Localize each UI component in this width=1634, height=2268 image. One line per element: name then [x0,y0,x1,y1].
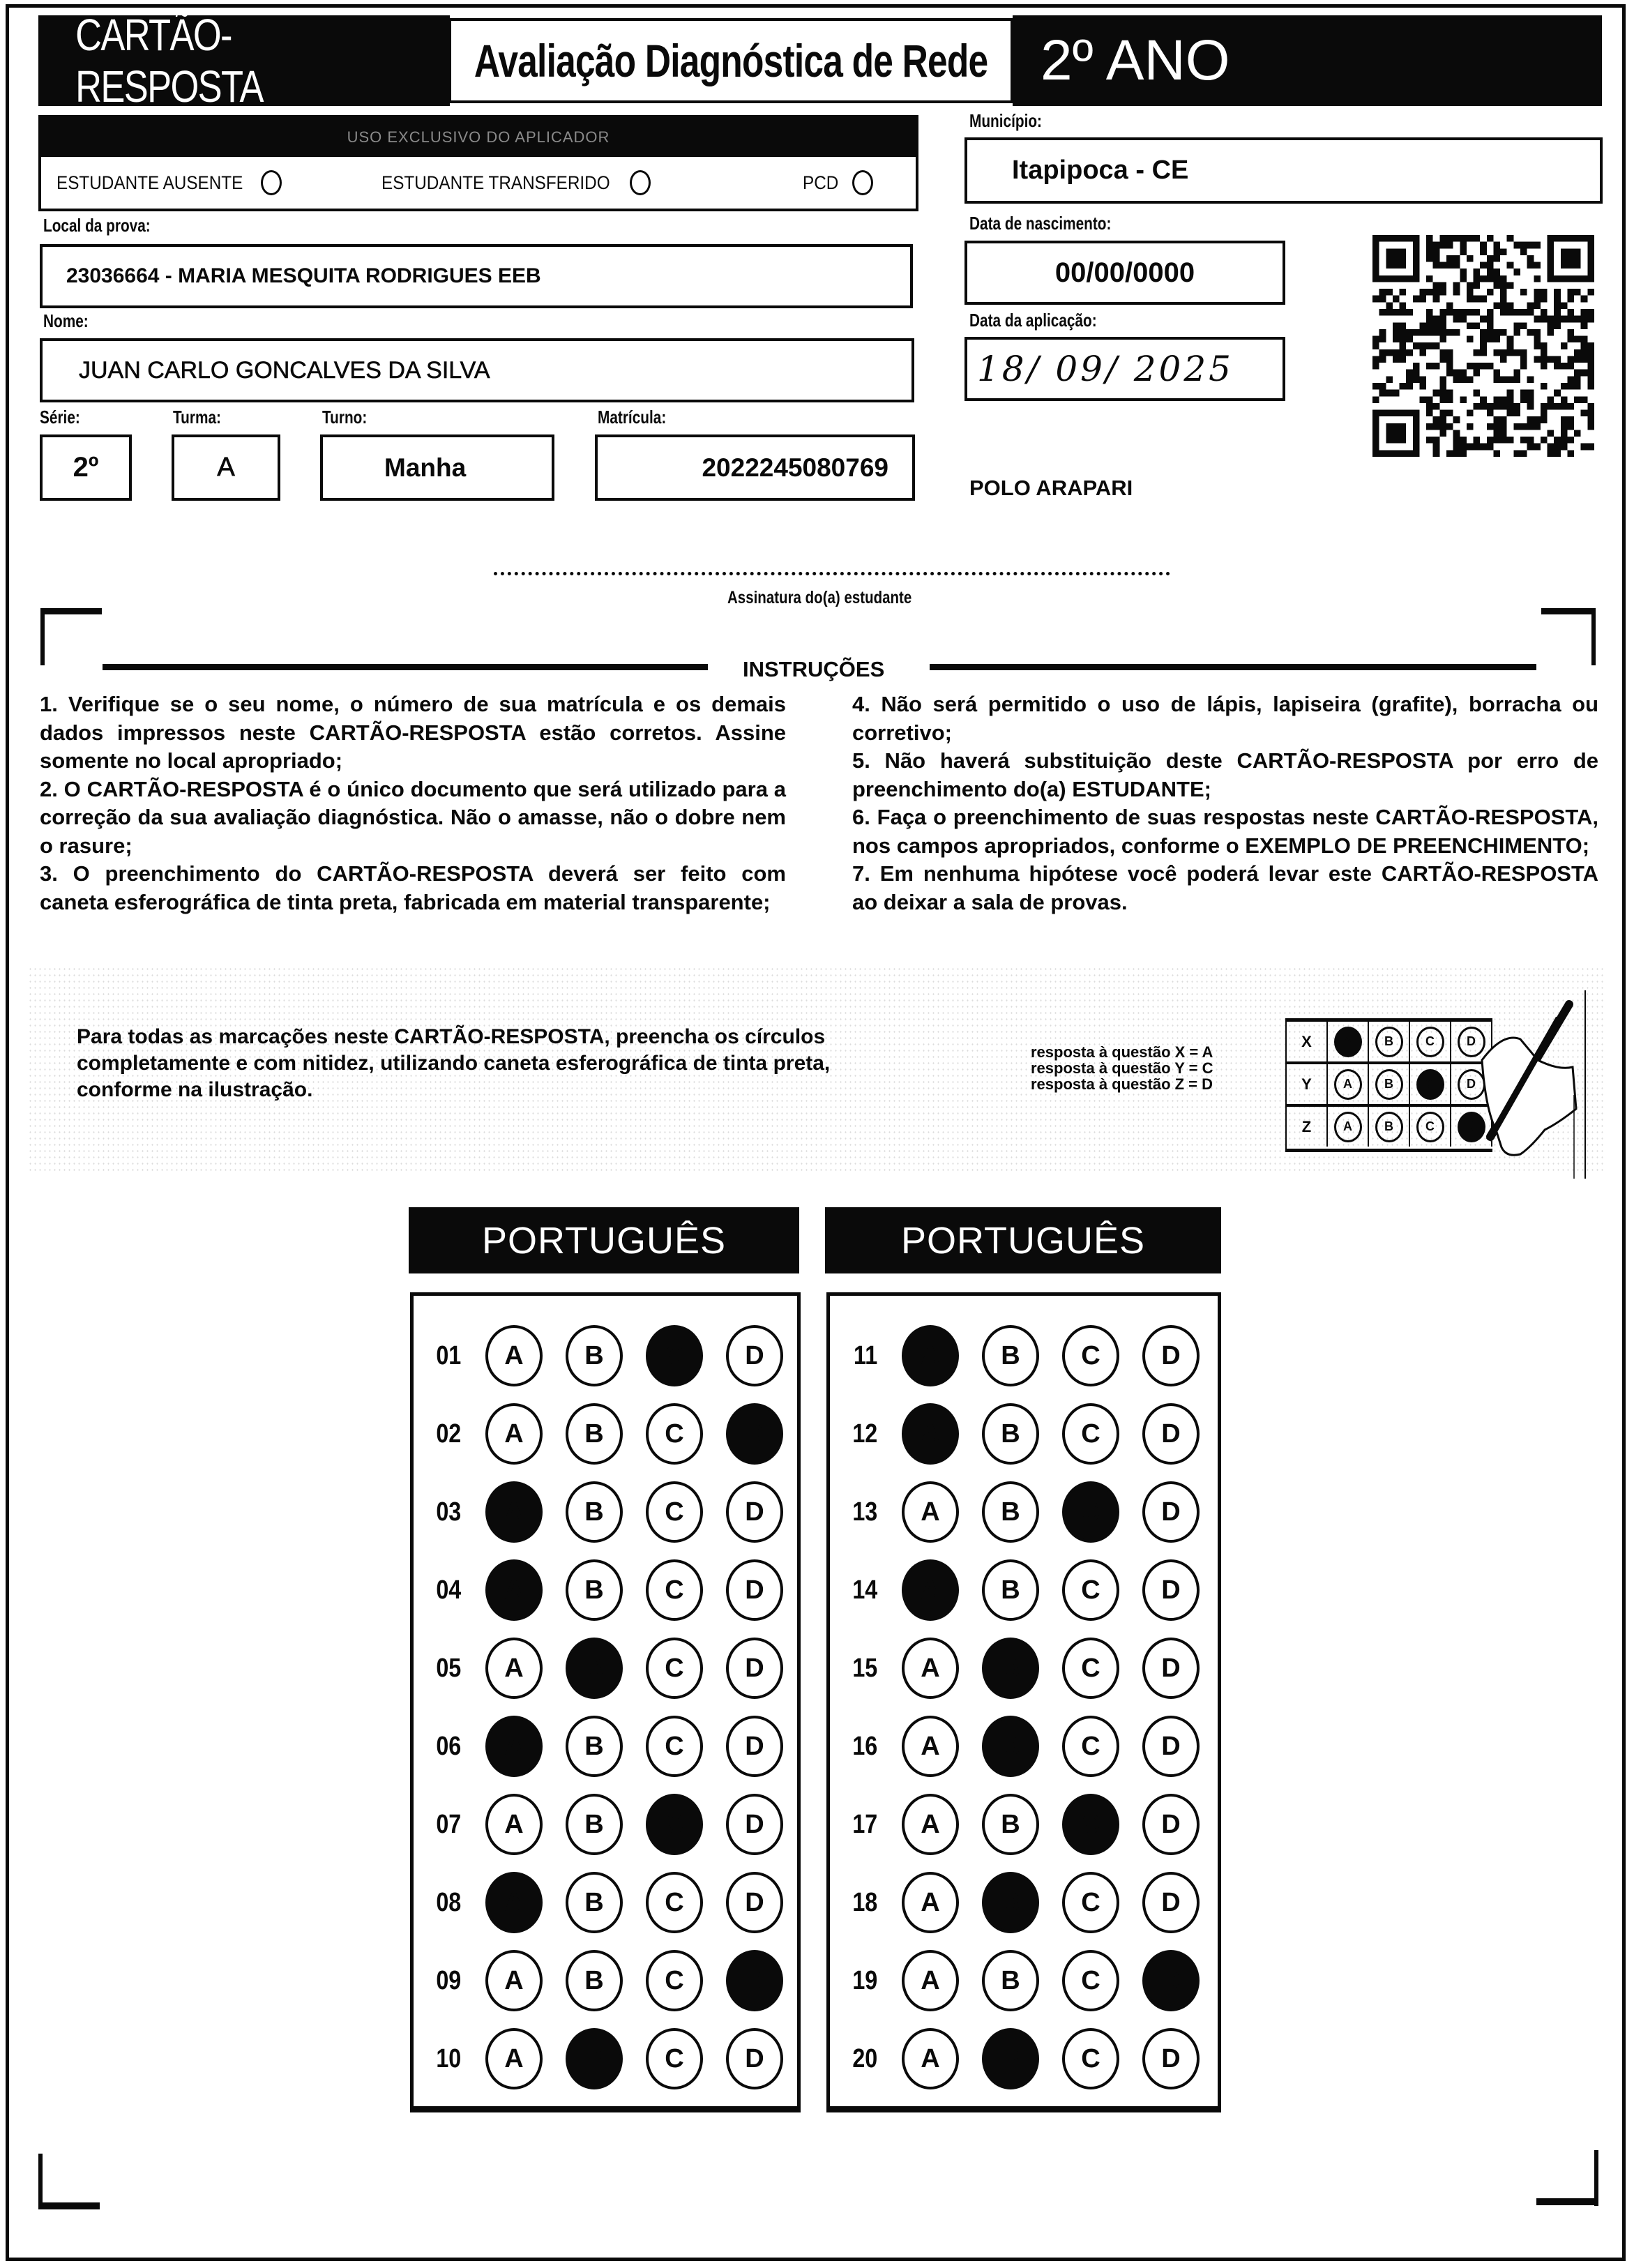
answer-bubble-a[interactable]: A [902,1716,959,1777]
turma-value: A [217,453,235,482]
answer-bubble-c[interactable]: C [646,1872,703,1933]
answer-bubble-b[interactable]: B [982,1403,1039,1465]
example-bubble-a: A [1334,1069,1362,1100]
corner-mark-tl-h [40,608,102,614]
question-number: 12 [852,1419,877,1449]
nome-field [40,338,914,402]
question-row [830,1946,1218,2016]
answer-bubble-a[interactable]: A [485,2028,543,2089]
question-number: 08 [436,1887,461,1917]
answer-bubble-a[interactable]: A [902,1638,959,1699]
exam-title-text: Avaliação Diagnóstica de Rede [474,35,988,86]
question-number: 11 [853,1340,877,1370]
question-row [830,1790,1218,1859]
subject-header-1: PORTUGUÊS [409,1207,799,1273]
serie-field [40,434,132,501]
answer-bubble-a[interactable]: A [485,1638,543,1699]
question-row [414,1477,797,1547]
answer-bubble-c[interactable]: C [646,1403,703,1465]
example-cell [1410,1107,1451,1147]
corner-mark-tr-h [1541,608,1596,614]
reserved-title: USO EXCLUSIVO DO APLICADOR [41,118,916,157]
answer-bubble-a-marked[interactable]: A [485,1716,543,1777]
answer-bubble-c[interactable]: C [1062,1950,1119,2011]
turma-label: Turma: [173,407,221,428]
instructions-rule-right [930,664,1536,670]
nascimento-label: Data de nascimento: [969,213,1112,234]
instructions-title: INSTRUÇÕES [743,657,885,681]
example-bubble-c: C [1416,1069,1444,1100]
question-row [414,1633,797,1703]
example-bubble-b: B [1375,1069,1403,1100]
answer-bubble-d[interactable]: D [726,1872,783,1933]
instructions-right [852,690,1598,916]
turno-field [320,434,554,501]
answer-bubble-b[interactable]: B [566,1481,623,1543]
corner-mark-tl [40,608,45,665]
question-row [414,2024,797,2094]
option-transferred-bubble[interactable] [630,170,651,195]
example-bubble-a: A [1334,1027,1362,1057]
example-bubble-d: D [1458,1069,1485,1100]
answer-bubble-a-marked[interactable]: A [485,1872,543,1933]
answer-bubble-d[interactable]: D [1142,2028,1200,2089]
instruction-1: 1. Verifique se o seu nome, o número de sua matrícula e os demais dados impressos neste CARTÃO-RESPOSTA estão corretos. Assine somente no local apropriado; [40,692,786,773]
question-row [830,1633,1218,1703]
grade-title [1013,15,1602,106]
example-question-label: Z [1287,1107,1328,1147]
municipio-label: Município: [969,110,1042,131]
answer-bubble-b-marked[interactable]: B [982,2028,1039,2089]
answer-bubble-c[interactable]: C [1062,1716,1119,1777]
option-transferred-label: ESTUDANTE TRANSFERIDO [381,172,610,193]
hand-pen-icon [1454,990,1594,1179]
example-text: Para todas as marcações neste CARTÃO-RESPOSTA, preencha os círculos completamente e com nitidez, utilizando caneta esferográfica de tinta preta, conforme na ilustração. [77,1025,831,1101]
corner-mark-bl-h [38,2202,100,2209]
answer-bubble-b[interactable]: B [982,1794,1039,1855]
answer-bubble-a[interactable]: A [485,1403,543,1465]
example-bubble-b: B [1375,1027,1403,1057]
corner-mark-tr [1591,608,1596,665]
answer-bubble-c[interactable]: C [1062,1325,1119,1386]
answer-bubble-b[interactable]: B [566,1872,623,1933]
example-bubble-d: D [1458,1112,1485,1142]
example-legend [1031,1044,1213,1092]
example-cell [1328,1022,1369,1061]
answer-bubble-c-marked[interactable]: C [646,1325,703,1386]
example-cell [1369,1064,1410,1104]
answer-bubble-b-marked[interactable]: B [982,1872,1039,1933]
answer-bubble-d[interactable]: D [726,1559,783,1621]
question-row [830,1399,1218,1469]
answer-bubble-b[interactable]: B [982,1325,1039,1386]
question-row [830,1555,1218,1625]
example-cell [1328,1064,1369,1104]
answer-bubble-c[interactable]: C [1062,1872,1119,1933]
answer-bubble-b-marked[interactable]: B [566,1638,623,1699]
example-bubble-a: A [1334,1112,1362,1142]
corner-mark-bl [38,2154,43,2209]
grade-title-text: 2º ANO [1041,29,1230,92]
answer-grid-2 [826,1292,1221,2112]
example-bubble-c: C [1416,1112,1444,1142]
matricula-value: 2022245080769 [702,453,888,482]
polo-label: POLO ARAPARI [969,476,1133,500]
question-row [830,1868,1218,1937]
example-question-label: Y [1287,1064,1328,1104]
answer-bubble-d[interactable]: D [726,1716,783,1777]
question-row [830,1711,1218,1781]
municipio-value: Itapipoca - CE [1012,156,1189,185]
answer-bubble-b[interactable]: B [566,1794,623,1855]
answer-bubble-a[interactable]: A [902,1872,959,1933]
question-number: 16 [852,1731,877,1761]
answer-bubble-a-marked[interactable]: A [902,1403,959,1465]
answer-bubble-b[interactable]: B [982,1950,1039,2011]
answer-bubble-a[interactable]: A [902,2028,959,2089]
instruction-4: 4. Não será permitido o uso de lápis, lapiseira (grafite), borracha ou corretivo; [852,692,1598,745]
corner-mark-br [1594,2150,1598,2206]
question-number: 17 [852,1809,877,1839]
question-row [414,1321,797,1391]
answer-bubble-d[interactable]: D [1142,1403,1200,1465]
answer-bubble-d[interactable]: D [726,1481,783,1543]
corner-mark-br-h [1536,2198,1598,2205]
answer-bubble-c[interactable]: C [646,1716,703,1777]
nome-value: JUAN CARLO GONCALVES DA SILVA [79,356,490,384]
aplicacao-label: Data da aplicação: [969,310,1097,331]
answer-grid-1 [410,1292,801,2112]
instruction-6: 6. Faça o preenchimento de suas respostas neste CARTÃO-RESPOSTA, nos campos apropriados, conforme o EXEMPLO DE PREENCHIMENTO; [852,805,1598,858]
exam-title [448,18,1013,103]
question-number: 06 [436,1731,461,1761]
instruction-2: 2. O CARTÃO-RESPOSTA é o único documento que será utilizado para a correção da sua avaliação diagnóstica. Não o amasse, não o dobre nem o rasure; [40,776,786,858]
aplicacao-field[interactable] [964,337,1285,401]
answer-bubble-d[interactable]: D [726,1638,783,1699]
turno-value: Manha [384,453,467,482]
answer-bubble-d[interactable]: D [1142,1481,1200,1543]
answer-bubble-c[interactable]: C [646,1950,703,2011]
answer-bubble-c[interactable]: C [646,1559,703,1621]
subject-header-2: PORTUGUÊS [825,1207,1221,1273]
answer-bubble-d[interactable]: D [726,1325,783,1386]
card-title-text: CARTÃO-RESPOSTA [75,10,263,112]
answer-bubble-a-marked[interactable]: A [485,1559,543,1621]
answer-bubble-c[interactable]: C [646,1638,703,1699]
question-row [414,1555,797,1625]
instructions-rule-left [103,664,708,670]
instruction-3: 3. O preenchimento do CARTÃO-RESPOSTA deverá ser feito com caneta esferográfica de tinta preta, fabricada em material transparente; [40,861,786,914]
serie-label: Série: [40,407,80,428]
question-number: 19 [852,1965,877,1995]
answer-bubble-d[interactable]: D [1142,1638,1200,1699]
example-legend-y: resposta à questão Y = C [1031,1059,1213,1077]
answer-bubble-b[interactable]: B [566,1559,623,1621]
answer-bubble-d[interactable]: D [1142,1716,1200,1777]
answer-bubble-b[interactable]: B [566,1403,623,1465]
question-number: 15 [852,1653,877,1683]
answer-bubble-c[interactable]: C [646,2028,703,2089]
local-value: 23036664 - MARIA MESQUITA RODRIGUES EEB [66,264,541,287]
question-number: 10 [436,2043,461,2073]
question-row [830,2024,1218,2094]
question-number: 01 [436,1340,461,1370]
turma-field [172,434,280,501]
answer-bubble-b[interactable]: B [566,1325,623,1386]
question-number: 02 [436,1419,461,1449]
answer-bubble-d[interactable]: D [726,2028,783,2089]
answer-bubble-a-marked[interactable]: A [902,1325,959,1386]
signature-line[interactable] [494,572,1170,575]
answer-bubble-a[interactable]: A [902,1950,959,2011]
example-question-label: X [1287,1022,1328,1061]
answer-bubble-b[interactable]: B [982,1481,1039,1543]
option-pcd[interactable] [803,170,873,195]
answer-bubble-a[interactable]: A [485,1950,543,2011]
option-absent-label: ESTUDANTE AUSENTE [56,172,243,193]
example-cell [1410,1064,1451,1104]
reserved-box [38,115,918,211]
example-bubble-b: B [1375,1112,1403,1142]
instruction-5: 5. Não haverá substituição deste CARTÃO-RESPOSTA por erro de preenchimento do(a) ESTUDANTE; [852,748,1598,801]
option-pcd-label: PCD [803,172,839,193]
answer-bubble-a[interactable]: A [902,1481,959,1543]
reserved-options [41,157,916,209]
matricula-field [595,434,915,501]
answer-bubble-a[interactable]: A [485,1325,543,1386]
question-number: 07 [436,1809,461,1839]
card-title [38,10,450,112]
answer-bubble-d[interactable]: D [726,1794,783,1855]
question-number: 14 [852,1575,877,1605]
question-row [414,1946,797,2016]
example-legend-z: resposta à questão Z = D [1031,1075,1213,1093]
question-row [830,1477,1218,1547]
question-number: 05 [436,1653,461,1683]
answer-bubble-a-marked[interactable]: A [485,1481,543,1543]
answer-bubble-d-marked[interactable]: D [726,1950,783,2011]
answer-bubble-b[interactable]: B [982,1559,1039,1621]
option-transferred[interactable] [381,170,651,195]
question-number: 18 [852,1887,877,1917]
example-bubble-d: D [1458,1027,1485,1057]
answer-bubble-b-marked[interactable]: B [566,2028,623,2089]
answer-bubble-d[interactable]: D [1142,1794,1200,1855]
answer-bubble-c-marked[interactable]: C [1062,1481,1119,1543]
answer-bubble-d-marked[interactable]: D [1142,1950,1200,2011]
answer-bubble-c-marked[interactable]: C [1062,1794,1119,1855]
question-number: 04 [436,1575,461,1605]
question-row [414,1868,797,1937]
option-absent[interactable] [56,170,282,195]
answer-bubble-c[interactable]: C [1062,1559,1119,1621]
answer-bubble-c-marked[interactable]: C [646,1794,703,1855]
example-bubble-c: C [1416,1027,1444,1057]
answer-bubble-b[interactable]: B [566,1950,623,2011]
example-legend-x: resposta à questão X = A [1031,1043,1213,1061]
matricula-label: Matrícula: [598,407,667,428]
local-label: Local da prova: [43,215,151,236]
question-row [414,1711,797,1781]
example-cell [1410,1022,1451,1061]
example-cell [1369,1107,1410,1147]
local-field [40,244,913,308]
question-row [414,1399,797,1469]
question-number: 09 [436,1965,461,1995]
answer-bubble-d[interactable]: D [1142,1325,1200,1386]
answer-bubble-b-marked[interactable]: B [982,1716,1039,1777]
nome-label: Nome: [43,310,89,331]
qr-code-icon [1372,235,1594,457]
answer-bubble-c[interactable]: C [1062,1638,1119,1699]
example-cell [1328,1107,1369,1147]
option-pcd-bubble[interactable] [852,170,873,195]
answer-bubble-c[interactable]: C [646,1481,703,1543]
answer-bubble-d[interactable]: D [1142,1872,1200,1933]
aplicacao-value-handwritten: 18/ 09/ 2025 [977,349,1234,389]
answer-bubble-c[interactable]: C [1062,1403,1119,1465]
question-number: 03 [436,1497,461,1527]
example-cell [1369,1022,1410,1061]
serie-value: 2º [73,452,99,483]
answer-bubble-d[interactable]: D [1142,1559,1200,1621]
answer-bubble-b[interactable]: B [566,1716,623,1777]
answer-bubble-d-marked[interactable]: D [726,1403,783,1465]
nascimento-value: 00/00/0000 [1054,257,1195,288]
answer-bubble-a-marked[interactable]: A [902,1559,959,1621]
turno-label: Turno: [322,407,368,428]
question-number: 13 [852,1497,877,1527]
municipio-field [964,137,1603,204]
instruction-7: 7. Em nenhuma hipótese você poderá levar este CARTÃO-RESPOSTA ao deixar a sala de provas. [852,861,1598,914]
question-row [830,1321,1218,1391]
answer-bubble-c[interactable]: C [1062,2028,1119,2089]
answer-bubble-b-marked[interactable]: B [982,1638,1039,1699]
question-row [414,1790,797,1859]
signature-label: Assinatura do(a) estudante [727,588,912,607]
option-absent-bubble[interactable] [261,170,282,195]
instructions-left [40,690,786,916]
nascimento-field [964,241,1285,305]
answer-bubble-a[interactable]: A [485,1794,543,1855]
question-number: 20 [852,2043,877,2073]
answer-bubble-a[interactable]: A [902,1794,959,1855]
